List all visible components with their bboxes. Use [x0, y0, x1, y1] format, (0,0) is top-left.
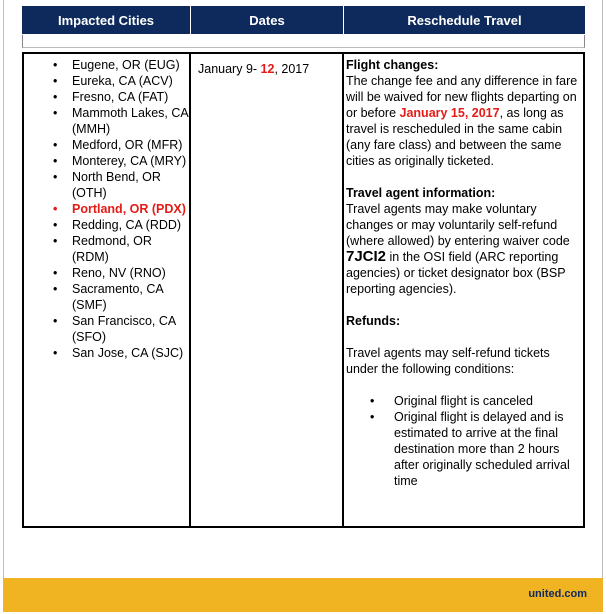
city-item: • San Francisco, CA (SFO)	[53, 313, 189, 345]
refund-condition: • Original flight is delayed and is estimated to arrive at the final destination more than 2 hours after originally scheduled arrival time	[370, 409, 583, 489]
flight-changes-title: Flight changes:	[346, 58, 439, 72]
city-item: • Redmond, OR (RDM)	[53, 233, 189, 265]
date-year: , 2017	[274, 62, 310, 76]
waiver-table	[22, 52, 585, 528]
agent-info-text-part2: in the OSI field (ARC reporting agencies) or ticket designator box (BSP reporting agencies).	[346, 250, 566, 296]
date-start: January 9-	[198, 62, 261, 76]
city-item: • San Jose, CA (SJC)	[53, 345, 189, 361]
reschedule-column	[344, 54, 583, 526]
date-range	[198, 62, 309, 76]
city-list	[24, 57, 189, 361]
city-item: • Reno, NV (RNO)	[53, 265, 189, 281]
city-item: • Eureka, CA (ACV)	[53, 73, 189, 89]
table-header	[22, 6, 585, 34]
city-item: • Portland, OR (PDX)	[53, 201, 189, 217]
city-item: • Monterey, CA (MRY)	[53, 153, 189, 169]
city-item: • Mammoth Lakes, CA (MMH)	[53, 105, 189, 137]
city-item: • Fresno, CA (FAT)	[53, 89, 189, 105]
refund-condition: • Original flight is canceled	[370, 393, 583, 409]
spacer-row	[22, 35, 585, 48]
header-dates: Dates	[191, 6, 344, 34]
flight-changes-text-part1: The change fee and any difference in fare will be waived for new flights departing on or before	[346, 74, 578, 120]
footer-site-link[interactable]: united.com	[528, 588, 587, 600]
refund-conditions-list	[346, 393, 583, 489]
city-item: • Medford, OR (MFR)	[53, 137, 189, 153]
cities-column	[24, 54, 191, 526]
flight-changes-text	[346, 73, 583, 169]
agent-info-text	[346, 201, 583, 297]
flight-changes-deadline: January 15, 2017	[399, 106, 500, 120]
city-item: • Redding, CA (RDD)	[53, 217, 189, 233]
agent-info-text-part1: Travel agents may make voluntary changes or may voluntarily self-refund (where allowed) by entering waiver code	[346, 202, 570, 248]
date-end-day: 12	[260, 62, 275, 76]
flight-changes-text-part2: , as long as travel is rescheduled in the same cabin (any fare class) and between the same cities as originally ticketed.	[346, 106, 564, 168]
waiver-code: 7JCI2	[346, 248, 387, 265]
agent-info-title: Travel agent information:	[346, 186, 496, 200]
dates-column	[191, 54, 344, 526]
footer-bar	[3, 578, 603, 612]
refunds-text: Travel agents may self-refund tickets under the following conditions:	[346, 346, 550, 376]
city-item: • Sacramento, CA (SMF)	[53, 281, 189, 313]
header-reschedule-travel: Reschedule Travel	[407, 12, 522, 28]
city-item: • Eugene, OR (EUG)	[53, 57, 189, 73]
refunds-title: Refunds:	[346, 314, 401, 328]
city-item: • North Bend, OR (OTH)	[53, 169, 189, 201]
header-impacted-cities: Impacted Cities	[22, 6, 191, 34]
